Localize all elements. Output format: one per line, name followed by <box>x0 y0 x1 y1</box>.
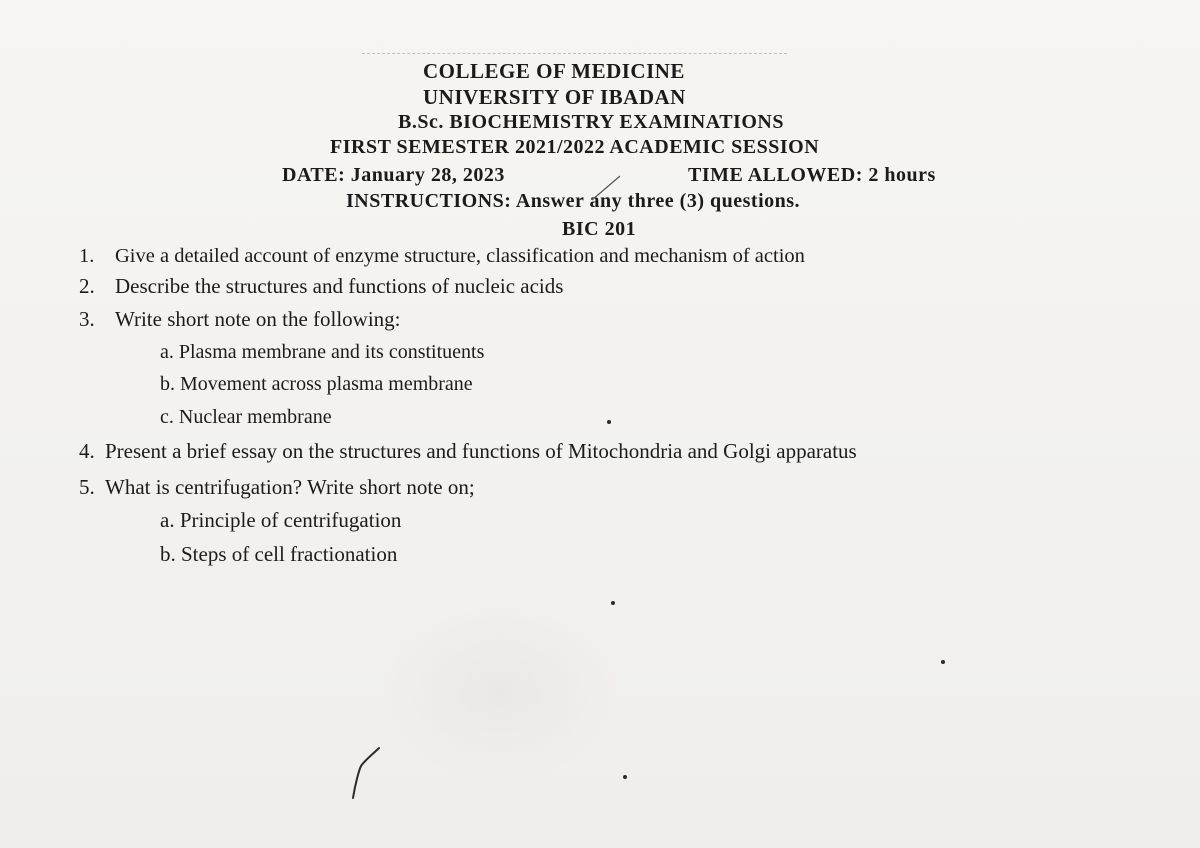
exam-date: DATE: January 28, 2023 <box>282 164 505 186</box>
question-3c: c. Nuclear membrane <box>160 406 332 428</box>
question-3a: a. Plasma membrane and its constituents <box>160 341 485 363</box>
time-allowed: TIME ALLOWED: 2 hours <box>688 164 936 186</box>
instructions: INSTRUCTIONS: Answer any three (3) questions. <box>346 190 801 212</box>
question-5b: b. Steps of cell fractionation <box>160 542 398 566</box>
session-title: FIRST SEMESTER 2021/2022 ACADEMIC SESSION <box>330 136 820 158</box>
question-5a: a. Principle of centrifugation <box>160 508 402 532</box>
speck-mark <box>607 420 611 424</box>
university-title: UNIVERSITY OF IBADAN <box>423 85 686 109</box>
question-1 <box>79 245 805 268</box>
exam-title: B.Sc. BIOCHEMISTRY EXAMINATIONS <box>398 111 784 133</box>
question-number: 5. <box>79 475 95 499</box>
question-number: 3. <box>79 307 95 331</box>
question-number: 1. <box>79 245 95 267</box>
question-text: Give a detailed account of enzyme structure, classification and mechanism of action <box>115 245 805 267</box>
question-number: 4. <box>79 439 95 463</box>
speck-mark <box>611 601 615 605</box>
course-code: BIC 201 <box>562 218 637 240</box>
question-text: What is centrifugation? Write short note on; <box>105 475 475 499</box>
top-rule <box>362 53 787 54</box>
question-4 <box>79 439 857 464</box>
speck-mark <box>623 775 627 779</box>
show-through-smudge <box>380 600 620 780</box>
question-number: 2. <box>79 274 95 298</box>
question-text: Write short note on the following: <box>115 307 401 331</box>
question-5 <box>79 475 475 500</box>
question-text: Present a brief essay on the structures and functions of Mitochondria and Golgi apparatus <box>105 439 857 463</box>
question-text: Describe the structures and functions of nucleic acids <box>115 274 564 298</box>
pen-mark-icon <box>590 172 630 202</box>
pen-stroke-icon <box>345 740 385 800</box>
question-2 <box>79 274 563 299</box>
question-3b: b. Movement across plasma membrane <box>160 373 473 395</box>
question-3 <box>79 307 401 332</box>
college-title: COLLEGE OF MEDICINE <box>423 59 685 83</box>
speck-mark <box>941 660 945 664</box>
